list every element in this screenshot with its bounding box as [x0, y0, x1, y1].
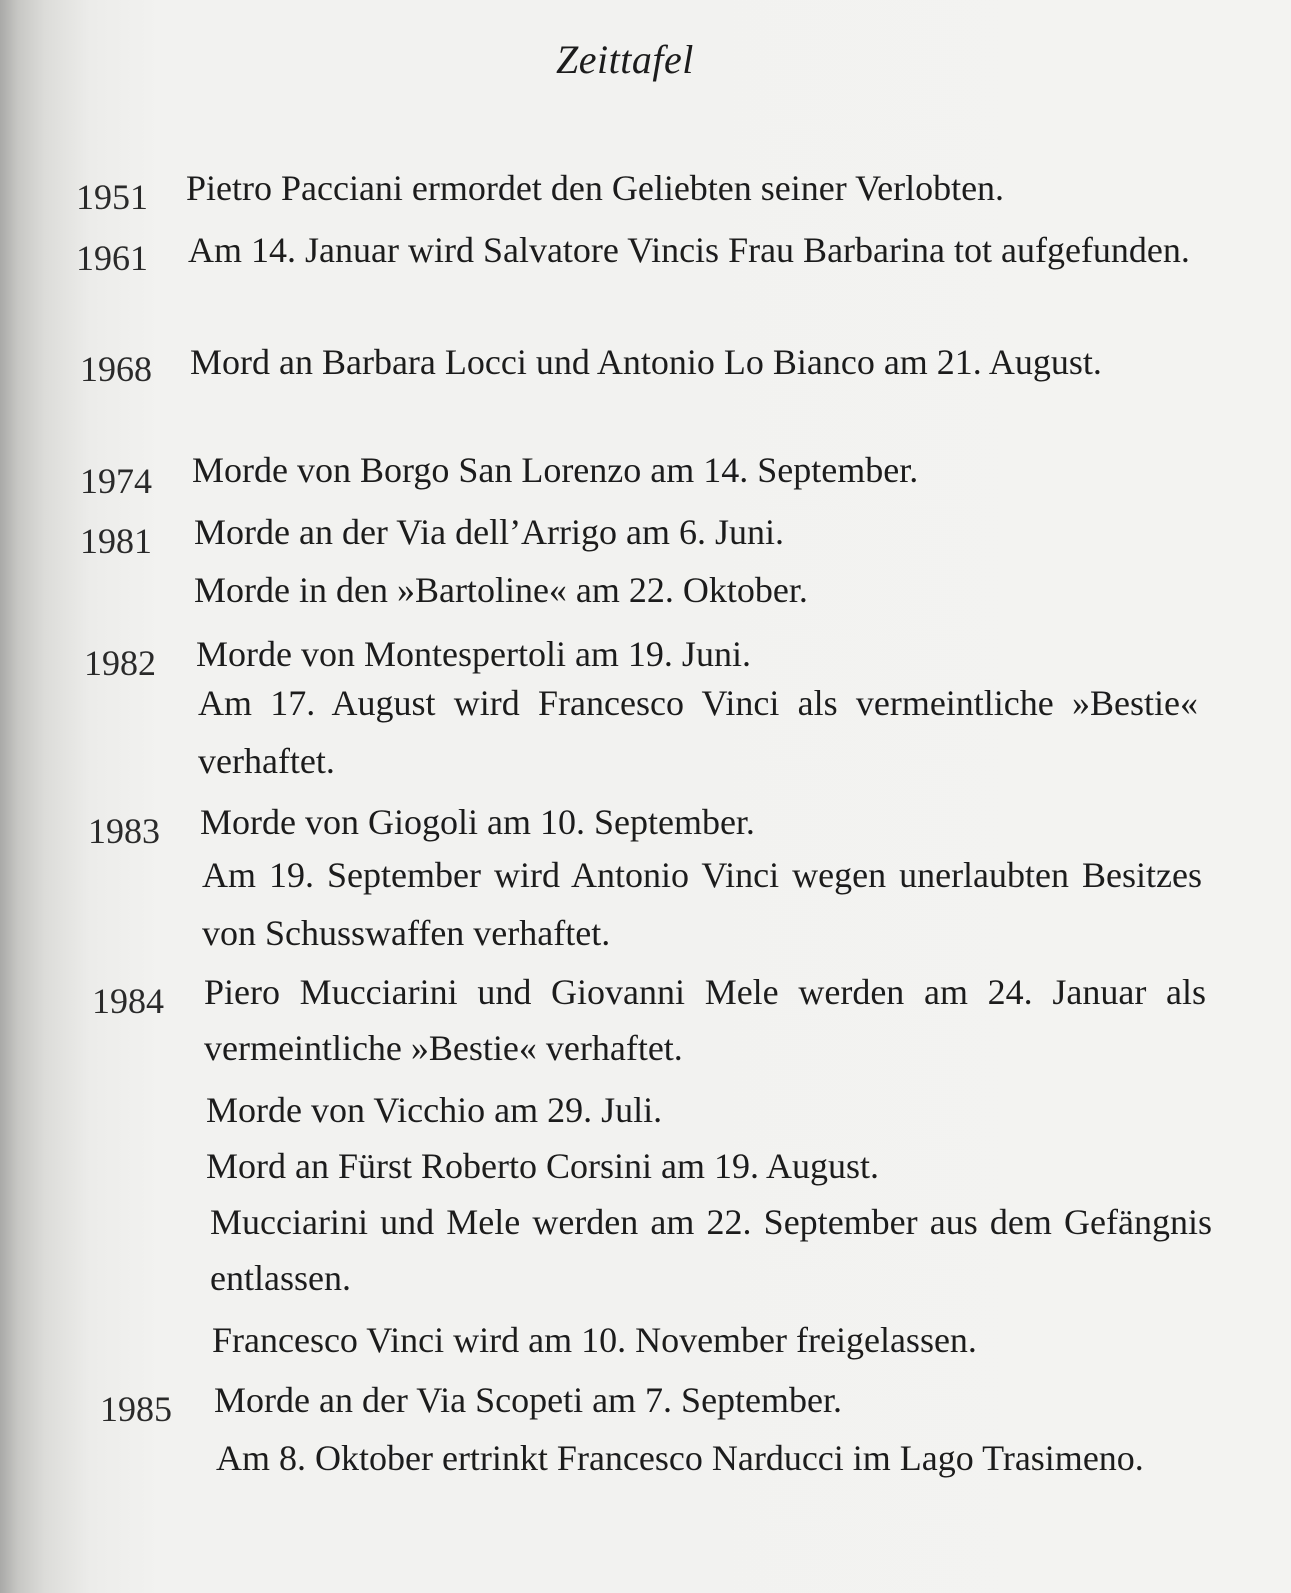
- entry-text: Am 19. September wird Antonio Vinci wegen unerlaubten Besitzes von Schusswaffen verhaftet.: [202, 855, 1202, 953]
- entry-year: 1968: [80, 349, 152, 389]
- entry-year: 1985: [100, 1389, 172, 1429]
- entry-text: Am 8. Oktober ertrinkt Francesco Narducci im Lago Trasimeno.: [216, 1438, 1144, 1478]
- entry-text: Mucciarini und Mele werden am 22. September aus dem Gefängnis entlassen.: [210, 1202, 1212, 1298]
- entry-text: Mord an Fürst Roberto Corsini am 19. August.: [206, 1146, 879, 1186]
- entry-year: 1981: [80, 521, 152, 561]
- entry-text: Morde von Giogoli am 10. September.: [200, 802, 755, 842]
- entry-text: Am 14. Januar wird Salvatore Vincis Frau Barbarina tot aufgefunden.: [188, 230, 1190, 270]
- entry-year: 1951: [76, 177, 148, 217]
- entry-text: Morde in den »Bartoline« am 22. Oktober.: [194, 570, 808, 610]
- entry-text: Morde von Montespertoli am 19. Juni.: [196, 634, 751, 674]
- entry-text: Morde von Borgo San Lorenzo am 14. September.: [192, 450, 919, 490]
- entry-text: Pietro Pacciani ermordet den Geliebten seiner Verlobten.: [186, 168, 1005, 208]
- entry-year: 1974: [80, 461, 152, 501]
- entry-year: 1983: [88, 811, 160, 851]
- entry-year: 1984: [92, 981, 164, 1021]
- entry-year: 1982: [84, 643, 156, 683]
- entry-text: Piero Mucciarini und Giovanni Mele werden am 24. Januar als vermeintliche »Bestie« verhaftet.: [204, 972, 1206, 1068]
- entry-text: Morde von Vicchio am 29. Juli.: [206, 1090, 663, 1130]
- entry-text: Morde an der Via dell’Arrigo am 6. Juni.: [194, 512, 785, 552]
- page-title: Zeittafel: [556, 37, 694, 82]
- entry-text: Morde an der Via Scopeti am 7. September.: [214, 1380, 843, 1420]
- entry-text: Francesco Vinci wird am 10. November freigelassen.: [212, 1320, 977, 1360]
- entry-year: 1961: [76, 238, 148, 278]
- entry-text: Am 17. August wird Francesco Vinci als vermeintliche »Bestie« verhaftet.: [198, 683, 1198, 781]
- entry-text: Mord an Barbara Locci und Antonio Lo Bianco am 21. August.: [190, 342, 1102, 382]
